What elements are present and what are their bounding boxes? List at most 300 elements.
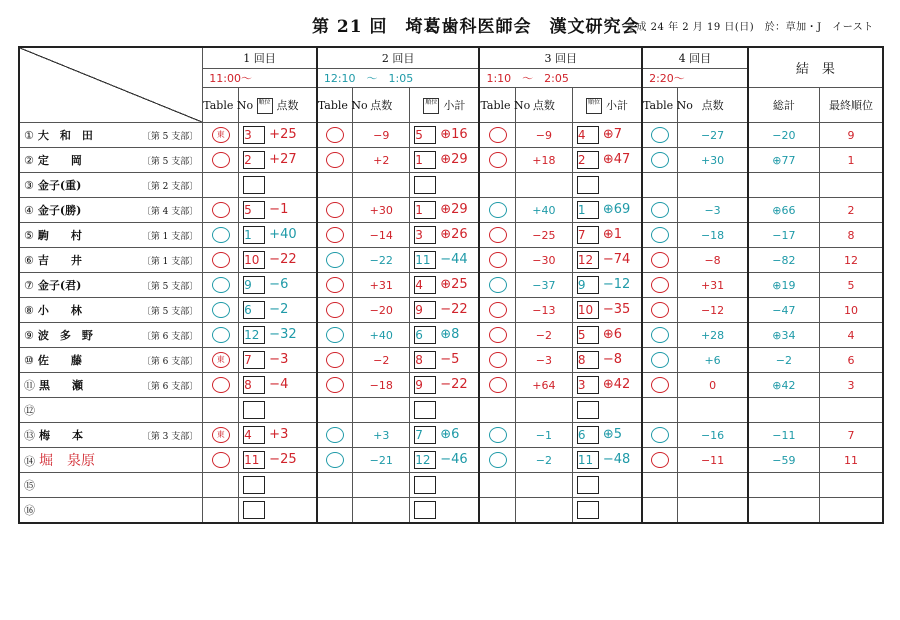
rank-box: 7 (414, 426, 436, 444)
round2-subtotal: −22 (440, 377, 468, 392)
player-name: 駒 村 (37, 229, 82, 242)
round2-rank-subtotal (410, 223, 480, 248)
table-no-cell (317, 298, 353, 323)
rank-box: 6 (414, 326, 436, 344)
rank-box: 5 (243, 201, 265, 219)
round1-rank-points (239, 423, 317, 448)
round3-rank-subtotal (572, 173, 642, 198)
table-no-cell (203, 373, 239, 398)
round4-points: −18 (678, 223, 748, 248)
table-no-cell (317, 398, 353, 423)
round3-header: 3 回目 (479, 47, 642, 69)
table-circle (326, 302, 344, 318)
row-number: ⑮ (24, 479, 35, 492)
table-no-cell (203, 173, 239, 198)
table-no-cell (479, 398, 515, 423)
table-circle (212, 227, 230, 243)
row-number: ⑦ (24, 279, 34, 292)
table-row (19, 173, 883, 198)
player-name: 金子(重) (37, 179, 82, 192)
round1-rank-points (239, 148, 317, 173)
rank-box: 8 (243, 376, 265, 394)
final-rank-cell: 10 (820, 298, 884, 323)
round2-rank-subtotal (410, 348, 480, 373)
round2-rank-subtotal (410, 323, 480, 348)
final-rank-cell (820, 173, 884, 198)
round1-rank-points (239, 498, 317, 524)
total-cell: ⊕34 (748, 323, 820, 348)
round3-rank-subtotal (572, 248, 642, 273)
table-no-cell (317, 323, 353, 348)
round2-subtotal: ⊕8 (440, 327, 460, 342)
final-rank-cell (820, 398, 884, 423)
round3-subtotal: −35 (602, 302, 631, 317)
round4-header: 4 回目 (642, 47, 748, 69)
rank-box: 7 (243, 351, 265, 369)
table-circle (212, 452, 230, 468)
round3-rank-subtotal (572, 498, 642, 524)
rank-box: 3 (414, 226, 436, 244)
table-circle (212, 202, 230, 218)
player-name-cell (19, 498, 203, 524)
row-number: ⑬ (24, 429, 35, 442)
round3-points: +64 (515, 373, 572, 398)
table-no-cell (203, 348, 239, 373)
column-label: 小計 (605, 98, 628, 112)
round4-points (678, 173, 748, 198)
round1-points: −3 (269, 352, 289, 367)
table-no-cell (642, 448, 678, 473)
table-no-cell (203, 448, 239, 473)
branch-label: 〔第 3 支部〕 (141, 432, 199, 442)
rank-box-label: 順位 (423, 98, 439, 114)
round3-rank-subtotal (572, 298, 642, 323)
round3-points: +18 (515, 148, 572, 173)
player-name-cell (19, 273, 203, 298)
rank-box: 9 (243, 276, 265, 294)
rank-box: 4 (243, 426, 265, 444)
round2-rank-subtotal (410, 498, 480, 524)
round3-subtotal: ⊕7 (602, 127, 623, 142)
total-cell: ⊕42 (748, 373, 820, 398)
table-no-cell (317, 498, 353, 524)
rank-box: 5 (414, 126, 436, 144)
total-cell: −47 (748, 298, 820, 323)
round3-subtotal: ⊕5 (602, 427, 623, 442)
round3-points (515, 398, 572, 423)
round4-points (678, 398, 748, 423)
round4-points: +6 (678, 348, 748, 373)
branch-label: 〔第 6 支部〕 (141, 382, 199, 392)
round2-points: −9 (353, 123, 410, 148)
rank-box: 3 (577, 376, 599, 394)
round2-subtotal: −44 (440, 252, 468, 267)
player-name: 佐 藤 (37, 354, 82, 367)
table-circle (651, 202, 669, 218)
table-circle (651, 152, 669, 168)
round3-subtotal: ⊕69 (602, 202, 631, 217)
table-no-cell (479, 198, 515, 223)
player-name-cell (19, 123, 203, 148)
rank-box: 12 (414, 451, 436, 469)
table-circle (489, 202, 507, 218)
table-no-cell (479, 248, 515, 273)
player-name-cell (19, 323, 203, 348)
page-title: 第 21 回 埼葛歯科医師会 漢文研究会 (312, 17, 640, 37)
branch-label: 〔第 4 支部〕 (141, 207, 199, 217)
branch-label: 〔第 5 支部〕 (141, 132, 199, 142)
table-circle: 東 (212, 352, 230, 368)
total-cell: −11 (748, 423, 820, 448)
rank-box: 12 (577, 251, 599, 269)
round3-rank-subtotal (572, 198, 642, 223)
total-cell (748, 173, 820, 198)
table-no-cell (479, 148, 515, 173)
round3-time: 1:10 〜 2:05 (479, 69, 642, 88)
rank-box (243, 401, 265, 419)
round1-points: −25 (269, 452, 297, 467)
table-no-cell (203, 473, 239, 498)
round1-points: −2 (269, 302, 289, 317)
rank-box: 12 (243, 326, 265, 344)
table-circle (489, 227, 507, 243)
player-name: 金子(勝) (37, 204, 82, 217)
round2-points: +31 (353, 273, 410, 298)
round2-subtotal: ⊕29 (440, 202, 468, 217)
rank-box: 10 (243, 251, 265, 269)
table-circle (212, 377, 230, 393)
round3-rank-subtotal (572, 348, 642, 373)
row-number: ④ (24, 204, 34, 217)
round2-points (353, 173, 410, 198)
round3-subtotal: ⊕6 (602, 327, 623, 342)
table-no-cell (317, 148, 353, 173)
table-circle (326, 252, 344, 268)
branch-label: 〔第 2 支部〕 (141, 182, 199, 192)
player-name: 梅 本 (39, 429, 83, 442)
round1-points: +27 (269, 152, 297, 167)
round2-rank-subtotal (410, 123, 480, 148)
rank-box (243, 501, 265, 519)
table-no-cell (642, 198, 678, 223)
row-number: ② (24, 154, 34, 167)
round1-rank-points (239, 448, 317, 473)
round4-points: −3 (678, 198, 748, 223)
table-circle (651, 302, 669, 318)
rank-box (243, 476, 265, 494)
table-circle (326, 277, 344, 293)
total-cell (748, 498, 820, 524)
final-rank-cell: 9 (820, 123, 884, 148)
final-rank-header: 最終順位 (820, 88, 884, 123)
rank-box-label: 順位 (586, 98, 602, 114)
total-cell: −2 (748, 348, 820, 373)
table-circle (326, 377, 344, 393)
round4-points: −27 (678, 123, 748, 148)
round2-points: −22 (353, 248, 410, 273)
round3-subtotal: −48 (602, 452, 631, 467)
table-no-cell (642, 373, 678, 398)
rank-box: 4 (577, 126, 599, 144)
table-circle (326, 202, 344, 218)
round2-rank-subtotal (410, 448, 480, 473)
rank-box: 3 (243, 126, 265, 144)
round2-subtotal: ⊕29 (440, 152, 468, 167)
player-name-cell (19, 373, 203, 398)
round4-points: −12 (678, 298, 748, 323)
round3-points: −30 (515, 248, 572, 273)
round2-subtotal: ⊕6 (440, 427, 460, 442)
table-no-cell (317, 273, 353, 298)
branch-label: 〔第 6 支部〕 (141, 332, 199, 342)
score-table (18, 46, 884, 524)
total-cell (748, 398, 820, 423)
final-rank-cell: 11 (820, 448, 884, 473)
round1-rank-points (239, 248, 317, 273)
table-row (19, 348, 883, 373)
round1-rank-points (239, 223, 317, 248)
table-circle (651, 327, 669, 343)
column-label: 点数 (276, 98, 299, 112)
round1-rank-points (239, 298, 317, 323)
table-no-cell (203, 198, 239, 223)
table-circle: 東 (212, 127, 230, 143)
player-name-cell (19, 348, 203, 373)
branch-label: 〔第 5 支部〕 (141, 307, 199, 317)
round2-points: −14 (353, 223, 410, 248)
round3-subtotal: ⊕1 (602, 227, 623, 242)
round1-rank-points (239, 398, 317, 423)
table-circle (651, 252, 669, 268)
table-circle (326, 427, 344, 443)
points-header: 点数 (515, 88, 572, 123)
round2-points: +30 (353, 198, 410, 223)
round3-rank-subtotal (572, 448, 642, 473)
table-circle (326, 352, 344, 368)
row-number: ⑫ (24, 404, 35, 417)
table-no-cell (203, 498, 239, 524)
round3-points: −2 (515, 448, 572, 473)
table-no-cell (642, 473, 678, 498)
round1-rank-points (239, 348, 317, 373)
branch-label: 〔第 1 支部〕 (141, 257, 199, 267)
round2-points: −20 (353, 298, 410, 323)
round3-subtotal: −74 (602, 252, 631, 267)
final-rank-cell: 2 (820, 198, 884, 223)
player-name-cell (19, 173, 203, 198)
round2-points: −18 (353, 373, 410, 398)
table-circle (489, 152, 507, 168)
rank-box: 9 (414, 301, 436, 319)
row-number: ① (24, 129, 34, 142)
round3-subtotal: −12 (602, 277, 631, 292)
table-no-cell (317, 373, 353, 398)
round2-points: +40 (353, 323, 410, 348)
rank-box: 10 (577, 301, 599, 319)
table-no-cell (317, 223, 353, 248)
round3-rank-subtotal (572, 273, 642, 298)
table-no-cell (642, 498, 678, 524)
round2-points (353, 398, 410, 423)
final-rank-cell: 4 (820, 323, 884, 348)
round2-rank-subtotal (410, 423, 480, 448)
round2-subtotal: −46 (440, 452, 468, 467)
table-circle (489, 377, 507, 393)
row-number: ⑩ (24, 354, 34, 367)
table-no-cell (479, 498, 515, 524)
round2-rank-subtotal (410, 248, 480, 273)
table-row (19, 398, 883, 423)
table-circle (212, 327, 230, 343)
rank-box: 1 (577, 201, 599, 219)
round4-points: +30 (678, 148, 748, 173)
table-circle (326, 452, 344, 468)
round2-time: 12:10 〜 1:05 (317, 69, 480, 88)
table-circle (489, 302, 507, 318)
table-no-cell (642, 173, 678, 198)
table-circle (651, 127, 669, 143)
round3-points: −37 (515, 273, 572, 298)
round3-subtotal: −8 (602, 352, 623, 367)
table-no-cell (642, 223, 678, 248)
round1-rank-points (239, 473, 317, 498)
table-no-cell (479, 373, 515, 398)
rank-box-label: 順位 (257, 98, 273, 114)
player-name: 大 和 田 (37, 129, 93, 142)
player-name: 小 林 (37, 304, 82, 317)
table-row (19, 223, 883, 248)
result-header: 結 果 (748, 47, 883, 88)
round3-rank-subtotal (572, 473, 642, 498)
round3-points (515, 173, 572, 198)
table-circle (326, 227, 344, 243)
table-circle (489, 352, 507, 368)
round3-rank-subtotal (572, 373, 642, 398)
round1-rank-points (239, 123, 317, 148)
round3-points (515, 498, 572, 524)
final-rank-cell: 12 (820, 248, 884, 273)
round1-points: −22 (269, 252, 297, 267)
player-name-cell (19, 398, 203, 423)
player-name-cell (19, 298, 203, 323)
table-no-cell (642, 298, 678, 323)
round1-rank-points (239, 198, 317, 223)
round2-subtotal: ⊕25 (440, 277, 468, 292)
table-row (19, 448, 883, 473)
table-no-header: Table No (203, 88, 239, 123)
table-no-cell (642, 273, 678, 298)
total-cell (748, 473, 820, 498)
table-circle (651, 352, 669, 368)
rank-box (414, 176, 436, 194)
final-rank-cell (820, 498, 884, 524)
table-no-cell (479, 298, 515, 323)
round2-rank-subtotal (410, 273, 480, 298)
player-name: 定 岡 (37, 154, 82, 167)
row-number: ⑧ (24, 304, 34, 317)
table-circle (489, 327, 507, 343)
round4-points: −8 (678, 248, 748, 273)
rank-box: 11 (243, 451, 265, 469)
rank-box: 1 (414, 201, 436, 219)
table-no-cell (642, 123, 678, 148)
table-no-cell (317, 348, 353, 373)
total-cell: ⊕77 (748, 148, 820, 173)
table-no-cell (479, 473, 515, 498)
total-cell: −59 (748, 448, 820, 473)
table-row (19, 273, 883, 298)
table-circle: 東 (212, 427, 230, 443)
table-no-cell (203, 423, 239, 448)
table-no-cell (317, 173, 353, 198)
round1-points: +3 (269, 427, 289, 442)
round2-rank-subtotal (410, 148, 480, 173)
player-name-cell (19, 223, 203, 248)
date-info: 平成 24 年 2 月 19 日(日) 於：草加・J イースト (626, 22, 874, 33)
final-rank-cell: 8 (820, 223, 884, 248)
rank-box: 7 (577, 226, 599, 244)
round2-rank-subtotal (410, 373, 480, 398)
player-name: 吉 井 (37, 254, 82, 267)
rank-box: 6 (577, 426, 599, 444)
player-name-handwritten: 堀 泉原 (39, 453, 95, 469)
round4-points: −16 (678, 423, 748, 448)
total-cell: −82 (748, 248, 820, 273)
round3-subtotal: ⊕42 (602, 377, 631, 392)
table-no-cell (203, 123, 239, 148)
round2-points (353, 498, 410, 524)
round3-rank-subtotal (572, 123, 642, 148)
row-number: ⑭ (24, 455, 35, 468)
round3-rank-subtotal (572, 148, 642, 173)
player-name-cell (19, 248, 203, 273)
table-circle (212, 252, 230, 268)
table-no-cell (317, 423, 353, 448)
table-no-cell (203, 298, 239, 323)
player-name-cell (19, 423, 203, 448)
rank-box (577, 176, 599, 194)
round1-points: −1 (269, 202, 289, 217)
table-row (19, 148, 883, 173)
rank-box: 2 (243, 151, 265, 169)
row-number: ③ (24, 179, 34, 192)
rank-box (414, 401, 436, 419)
round2-points: +3 (353, 423, 410, 448)
table-circle (212, 277, 230, 293)
table-no-cell (479, 348, 515, 373)
table-circle (212, 302, 230, 318)
row-number: ⑪ (24, 379, 35, 392)
table-no-cell (642, 323, 678, 348)
table-no-cell (479, 123, 515, 148)
table-circle (651, 452, 669, 468)
total-cell: ⊕66 (748, 198, 820, 223)
rank-header (410, 88, 480, 123)
rank-box: 11 (414, 251, 436, 269)
rank-box (243, 176, 265, 194)
round3-rank-subtotal (572, 323, 642, 348)
branch-label: 〔第 5 支部〕 (141, 157, 199, 167)
table-no-cell (642, 348, 678, 373)
rank-box: 1 (243, 226, 265, 244)
table-row (19, 123, 883, 148)
round2-points (353, 473, 410, 498)
player-name-cell (19, 148, 203, 173)
rank-box: 1 (414, 151, 436, 169)
table-row (19, 473, 883, 498)
final-rank-cell: 1 (820, 148, 884, 173)
rank-box: 4 (414, 276, 436, 294)
